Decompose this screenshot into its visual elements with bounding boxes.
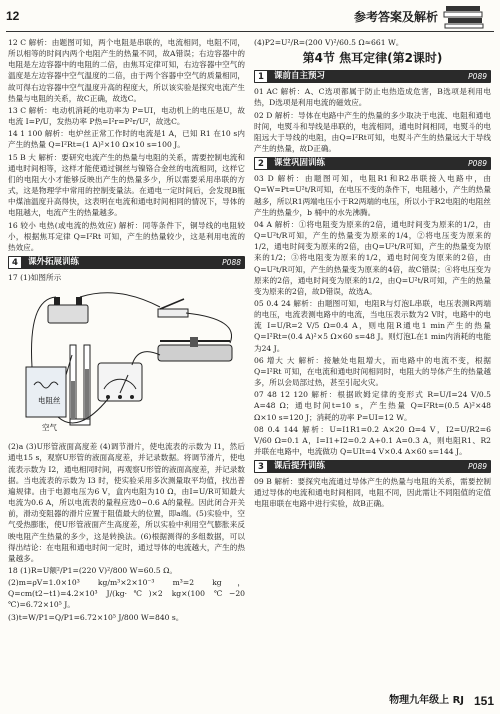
answer-17-heading: 17 (1)如图所示 bbox=[8, 272, 62, 282]
answer-07: 07 48 12 120 解析：根据欧姆定律的变形式 R=U/I=24 V/0.5 A=48 Ω；通电时间t=10 s，产生热量 Q=I²Rt=(0.5 A)²×48 Ω×10 s=120 J；消耗的功率 P=UI=12 W。 bbox=[254, 390, 491, 422]
answer-05: 05 0.4 24 解析：由题图可知，电阻R与灯泡L串联，电压表测R两端的电压，电流表测电路中的电流，当电压表示数为2 V时，电路中的电流 I=U/R=2 V/5 Ω=0.4 A，则电阻R通电1 min产生的热量 Q=I²Rt=(0.4 A)²×5 Ω×60 s=48 J。则灯泡L在1 min内消耗的电能为24 J。 bbox=[254, 298, 491, 353]
section-bar-number: 4 bbox=[8, 256, 22, 269]
answer-15: 15 B 大 解析：要研究电流产生的热量与电阻的关系，需要控制电流和通电时间相等，这样才能使通过铜丝与镍铬合金丝的电流相同，这样它们的电阻大小才能够反映出产生的热量多少，所以需要采用串联的方式，这是物理学中常用的控制变量法。在通电一定时间后，会发现B瓶中煤油温度升高得快，这表明在电流和通电时间相同的情况下，导体的电阻越大，电流产生的热量越多。 bbox=[8, 152, 245, 218]
page-header bbox=[0, 0, 500, 30]
rheostat-icon bbox=[158, 337, 232, 361]
section-bar-after-class bbox=[254, 460, 491, 473]
header-page-number: 12 bbox=[6, 9, 20, 23]
section-bar-number: 3 bbox=[254, 460, 268, 473]
answer-13: 13 C 解析：电动机消耗的电功率为 P=UI，电动机上的电压是U，故电流 I=P/U，发热功率 P热=I²r=P²r/U²，故选C。 bbox=[8, 105, 245, 127]
answer-06: 06 增大 大 解析：接触处电阻增大，而电路中的电流不变，根据 Q=I²Rt 可知，在电流和通电时间相同时，电阻大的导体产生的热量越多，所以会局部过热，甚至引起火灾。 bbox=[254, 355, 491, 388]
answer-08: 08 0.4 144 解析：U=I1R1=0.2 A×20 Ω=4 V，I2=U/R2=6 V/60 Ω=0.1 A，I=I1+I2=0.2 A+0.1 A=0.3 A，则电阻R1、R2并联在电路中，电流做功 Q=UIt=4 V×0.4 A×60 s=144 J。 bbox=[254, 424, 491, 456]
answer-12: 12 C 解析：由题图可知，两个电阻是串联的，电流相同，电阻不同，所以相等的时间内两个电阻产生的热量不同，故A错误；右边容器中的电阻是左边容器中的电阻的二倍，由焦耳定律可知，右边容器中空气的温度是左边容器中空气温度的二倍，由于两个容器中空气的质量相同，故可得右边容器中空气温度升高的程度大，所以该实验是探究电流产生热量与电阻的关系，故C正确，故选C。 bbox=[8, 38, 245, 103]
answer-18-part1: 18 (1)R=U额²/P1=(220 V)²/800 W=60.5 Ω。 bbox=[8, 566, 178, 575]
answer-04: 04 A 解析：①将电阻变为原来的2倍，通电时间变为原来的1/2，由Q=U²t/R可知，产生的热量变为原来的1/4，②将电压变为原来的1/2，通电时间变为原来的2倍，由Q=U²t/R可知，产生的热量变为原来的1/2；③将电阻变为原来的1/2，通电时间变为原来的2倍，由Q=U²t/R可知，产生的热量变为原来的4倍，故C错误；④将电压变为原来的2倍，通电时间变为原来的1/2，由Q=U²t/R可知，产生的热量变为原来的2倍，故D错误，故选A。 bbox=[254, 219, 491, 296]
answer-14: 14 1 100 解析：电炉丝正常工作时的电流是1 A，已知 R1 在10 s内产生的热量 Q=I²Rt=(1 A)²×10 Ω×10 s=100 J。 bbox=[8, 129, 245, 150]
section-bar-preview bbox=[254, 70, 491, 83]
answer-02: 02 D 解析：导体在电路中产生的热量的多少取决于电流、电阻和通电时间，电熨斗和导线是串联的，电流相同，通电时间相同，电熨斗的电阻远大于导线的电阻，由Q=I²Rt可知，电熨斗产生的热量远大于导线产生的热量，故D正确。 bbox=[254, 110, 491, 154]
header-title: 参考答案及解析 bbox=[353, 10, 438, 24]
section-bar-classroom bbox=[254, 157, 491, 170]
circuit-experiment-figure bbox=[8, 285, 244, 435]
header-rule bbox=[6, 31, 494, 32]
figure-label-wire: 电阻丝 bbox=[38, 396, 61, 406]
right-column bbox=[254, 36, 491, 510]
section-bar-number: 1 bbox=[254, 70, 268, 83]
answer-18-part4: (4)P2=U²/R=(200 V)²/60.5 Ω≈661 W。 bbox=[254, 38, 404, 47]
answer-09: 09 B 解析：要探究电流通过导体产生的热量与电阻的关系，需要控制通过导体的电流和通电时间相同，电阻不同，因此需让不同阻值的定值电阻串联在电路中进行实验，故B正确。 bbox=[254, 477, 491, 509]
left-column bbox=[8, 36, 245, 623]
answer-03: 03 D 解析：由题图可知，电阻R1和R2串联接入电路中，由Q=W=Pt=U²t/R可知，在电压不变的条件下，电阻越小，产生的热量越多，所以R1两端电压小于R2两端的电压，所以小于R2电阻的电阻丝产生的热量少，b 桶中的水先沸腾。 bbox=[254, 174, 491, 217]
section-bar-title: 课前自主预习 bbox=[274, 71, 326, 82]
section-bar-title: 课堂巩固训练 bbox=[274, 158, 326, 169]
footer-page-number: 151 bbox=[473, 694, 494, 708]
ammeter-icon bbox=[98, 363, 142, 401]
book-stack-icon bbox=[442, 3, 486, 29]
figure-label-air: 空气 bbox=[42, 423, 57, 433]
section-bar-number: 2 bbox=[254, 157, 268, 170]
section-bar-title: 课后提升训练 bbox=[274, 461, 326, 472]
answer-18-part2: (2)m=ρV=1.0×10³ kg/m³×2×10⁻³ m³=2 kg，Q=cm(t2−t1)=4.2×10³ J/(kg·℃)×2 kg×(100 ℃−20 ℃)=6.72×10⁵ J。 bbox=[8, 578, 245, 610]
footer-subject: 物理九年级上 RJ bbox=[389, 695, 464, 706]
section-bar-extension bbox=[8, 256, 245, 269]
answer-17-text: (2)a (3)U形管液面高度差 (4)调节滑片，使电流表的示数为 I1，然后通电15 s，观察U形管的液面高度差，并记录数据。将调节滑片，使电流表示数为 I2，通电相同时间，再观察U形管的液面高度差，并记录数据。当电流表的示数为 I3 时，使实验采用多次测量取平均值，找出普遍规律。由于电源电压为6 V，盒内电阻为10 Ω，由I=U/R可知最大电流为0.6 A，所以电流表的量程应选0~0.6 A的量程。因此闭合开关前，滑动变阻器的滑片应置于阻值最大的位置，即a端。(5)实验中，空气受热膨胀，使U形管液面产生高度差，所以实验中利用空气膨胀来反映电阻产生热量的多少，这是转换法。(6)根据测得的多组数据，可以得出结论：在电阻和通电时间一定时，通过导体的电流越大，产生的热量越多。 bbox=[8, 442, 245, 563]
answer-01: 01 AC 解析：A、C选项都属于防止电热造成危害，B选项是利用电热，D选项是利用电流的磁效应。 bbox=[254, 87, 491, 108]
section-bar-page: P089 bbox=[468, 462, 487, 472]
container-icon bbox=[26, 345, 90, 425]
switch-icon bbox=[158, 299, 188, 317]
answer-16: 16 较小 电热(或电流的热效应) 解析：同等条件下，铜导线的电阻较小，根据焦耳定律 Q=I²Rt 可知，产生的热量较少，这是利用电流的热效应。 bbox=[8, 220, 245, 252]
section-bar-page: P089 bbox=[468, 72, 487, 82]
battery-icon bbox=[48, 297, 88, 323]
section-bar-page: P089 bbox=[468, 159, 487, 169]
section-bar-page: P088 bbox=[222, 257, 241, 267]
answer-18-part3: (3)t=W/P1=Q/P1=6.72×10⁵ J/800 W=840 s。 bbox=[8, 612, 184, 622]
section-bar-title: 课外拓展训练 bbox=[28, 256, 80, 267]
section-title: 第4节 焦耳定律(第2课时) bbox=[302, 51, 443, 66]
